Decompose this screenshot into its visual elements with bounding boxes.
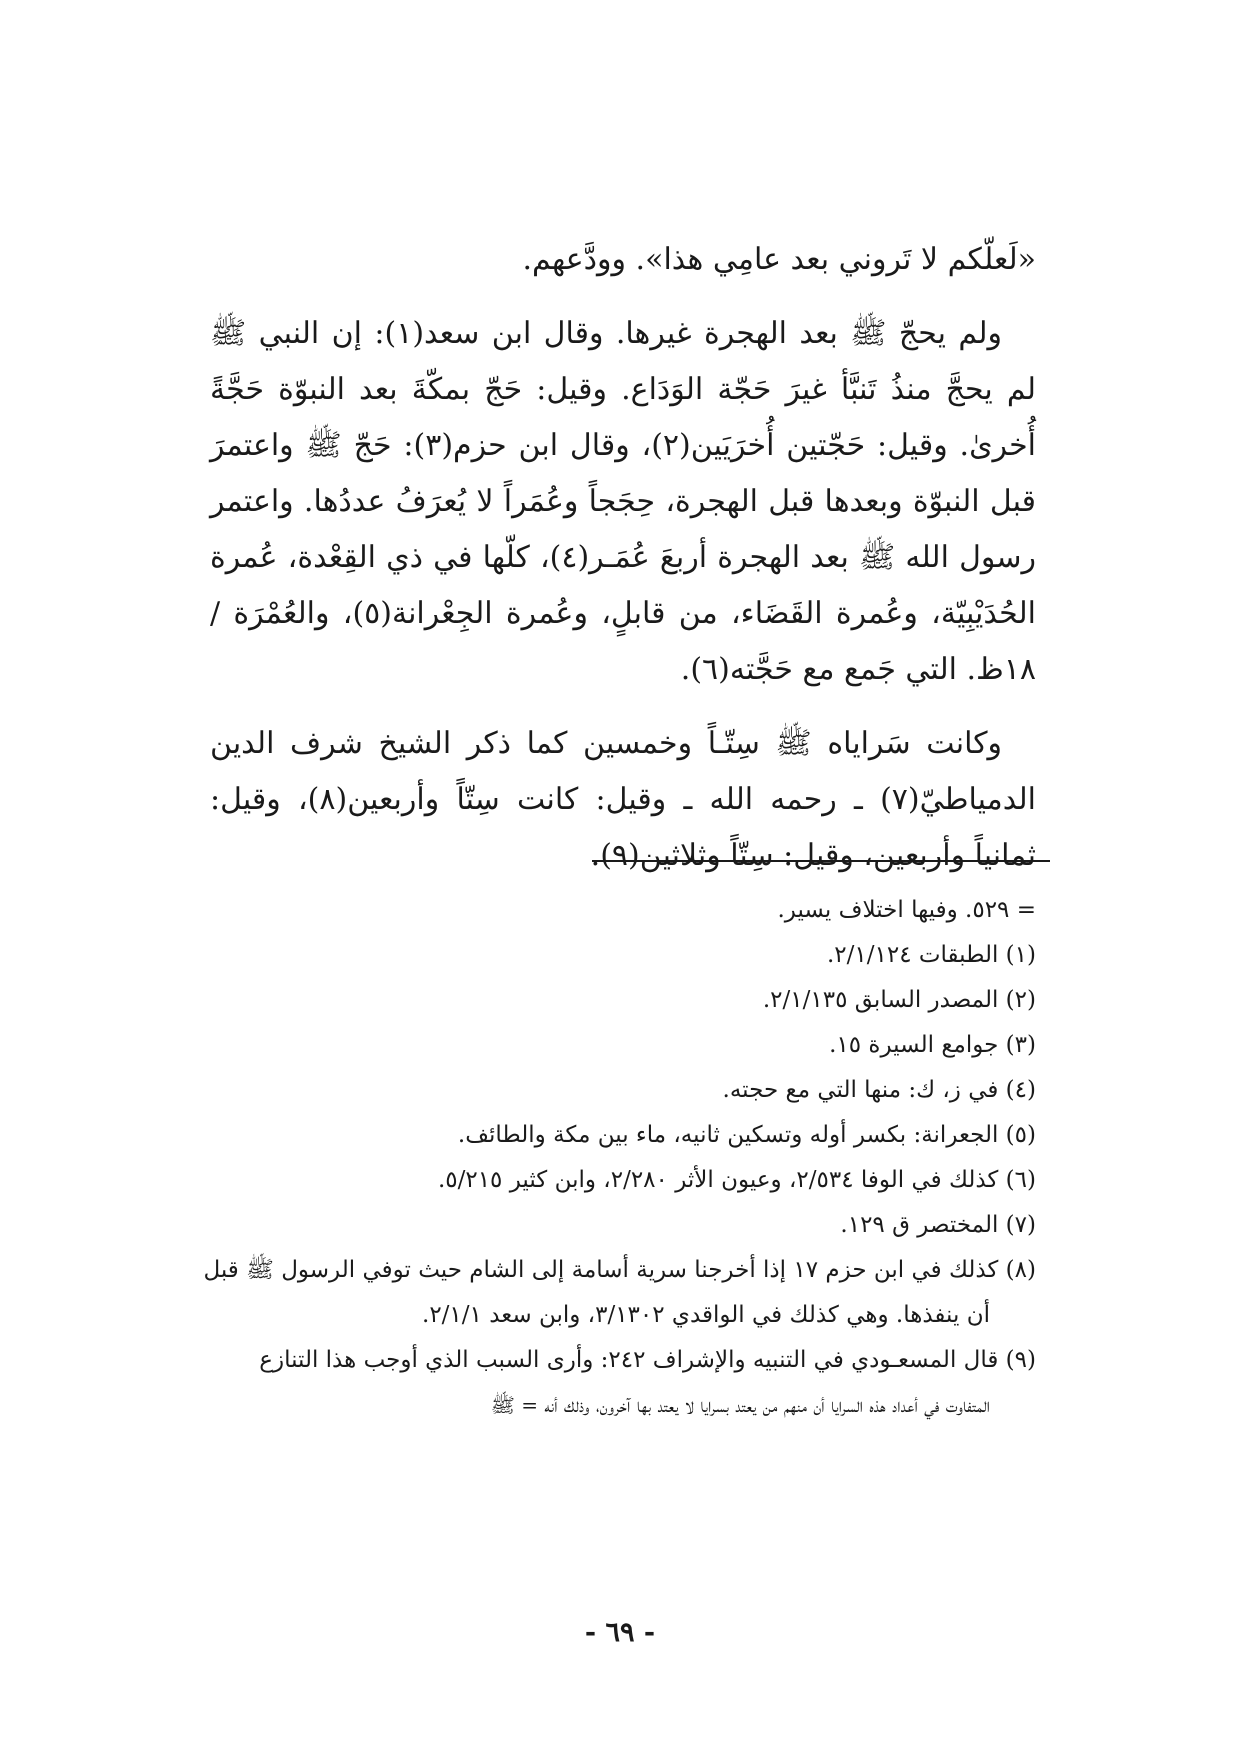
footnote-line: (٤) في ز، ك: منها التي مع حجته.: [722, 1077, 1036, 1103]
footnote-line: (٣) جوامع السيرة ١٥.: [829, 1032, 1036, 1058]
footnote-separator: [592, 860, 1050, 862]
footnote-line: (٧) المختصر ق ١٢٩.: [840, 1212, 1036, 1238]
page-number: - ٦٩ -: [584, 1617, 656, 1648]
footnotes: [186, 888, 1036, 1428]
main-text: [210, 232, 1036, 902]
footnote-line: (٩) قال المسعـودي في التنبيه والإشراف ٢٤٢: وأرى السبب الذي أوجب هذا التنازع: [259, 1347, 1036, 1373]
footnote-line: = ٥٢٩. وفيها اختلاف يسير.: [777, 897, 1036, 923]
footnote-line: (٥) الجعرانة: بكسر أوله وتسكين ثانيه، ماء بين مكة والطائف.: [457, 1122, 1036, 1148]
footnote-line: (٢) المصدر السابق ٢/١/١٣٥.: [762, 987, 1036, 1013]
paragraph-saraya: وكانت سَراياه ﷺ سِتّـاً وخمسين كما ذكر الشيخ شرف الدين الدمياطيّ(٧) ـ رحمه الله ـ وقيل: كانت سِتّاً وأربعين(٨)، وقيل: ثمانياً وأربعين، وقيل: سِتّاً وثلاثين(٩).: [210, 726, 1036, 873]
footnote-continuation: أن ينفذها. وهي كذلك في الواقدي ٣/١٣٠٢، وابن سعد ٢/١/١.: [422, 1302, 990, 1328]
footnote-continuation: المتفاوت في أعداد هذه السرايا أن منهم من يعتد بسرايا لا يعتد بها آخرون، وذلك أنه = ﷺ: [490, 1393, 990, 1417]
footnote-line: (٨) كذلك في ابن حزم ١٧ إذا أخرجنا سرية أسامة إلى الشام حيث توفي الرسول ﷺ قبل: [203, 1257, 1036, 1283]
paragraph-hajj: ولم يحجّ ﷺ بعد الهجرة غيرها. وقال ابن سعد(١): إن النبي ﷺ لم يحجَّ منذُ تَنبَّأ غيرَ حَجّة الوَدَاع. وقيل: حَجّ بمكّةَ بعد النبوّة حَجَّةً أُخرىٰ. وقيل: حَجّتين أُخرَيَين(٢)، وقال ابن حزم(٣): حَجّ ﷺ واعتمرَ قبل النبوّة وبعدها قبل الهجرة، حِجَجاً وعُمَراً لا يُعرَفُ عددُها. واعتمر رسول الله ﷺ بعد الهجرة أربعَ عُمَـر(٤)، كلّها في ذي القِعْدة، عُمرة الحُدَيْبِيّة، وعُمرة القَضَاء، من قابلٍ، وعُمرة الجِعْرانة(٥)، والعُمْرَة /١٨ظ. التي جَمع مع حَجَّته(٦).: [210, 316, 1036, 687]
footnote-line: (١) الطبقات ٢/١/١٢٤.: [826, 942, 1036, 968]
footnote-line: (٦) كذلك في الوفا ٢/٥٣٤، وعيون الأثر ٢/٢٨٠، وابن كثير ٥/٢١٥.: [437, 1167, 1036, 1193]
quote-line: «لَعلّكم لا تَروني بعد عامِي هذا». وودَّعهم.: [522, 242, 1036, 277]
